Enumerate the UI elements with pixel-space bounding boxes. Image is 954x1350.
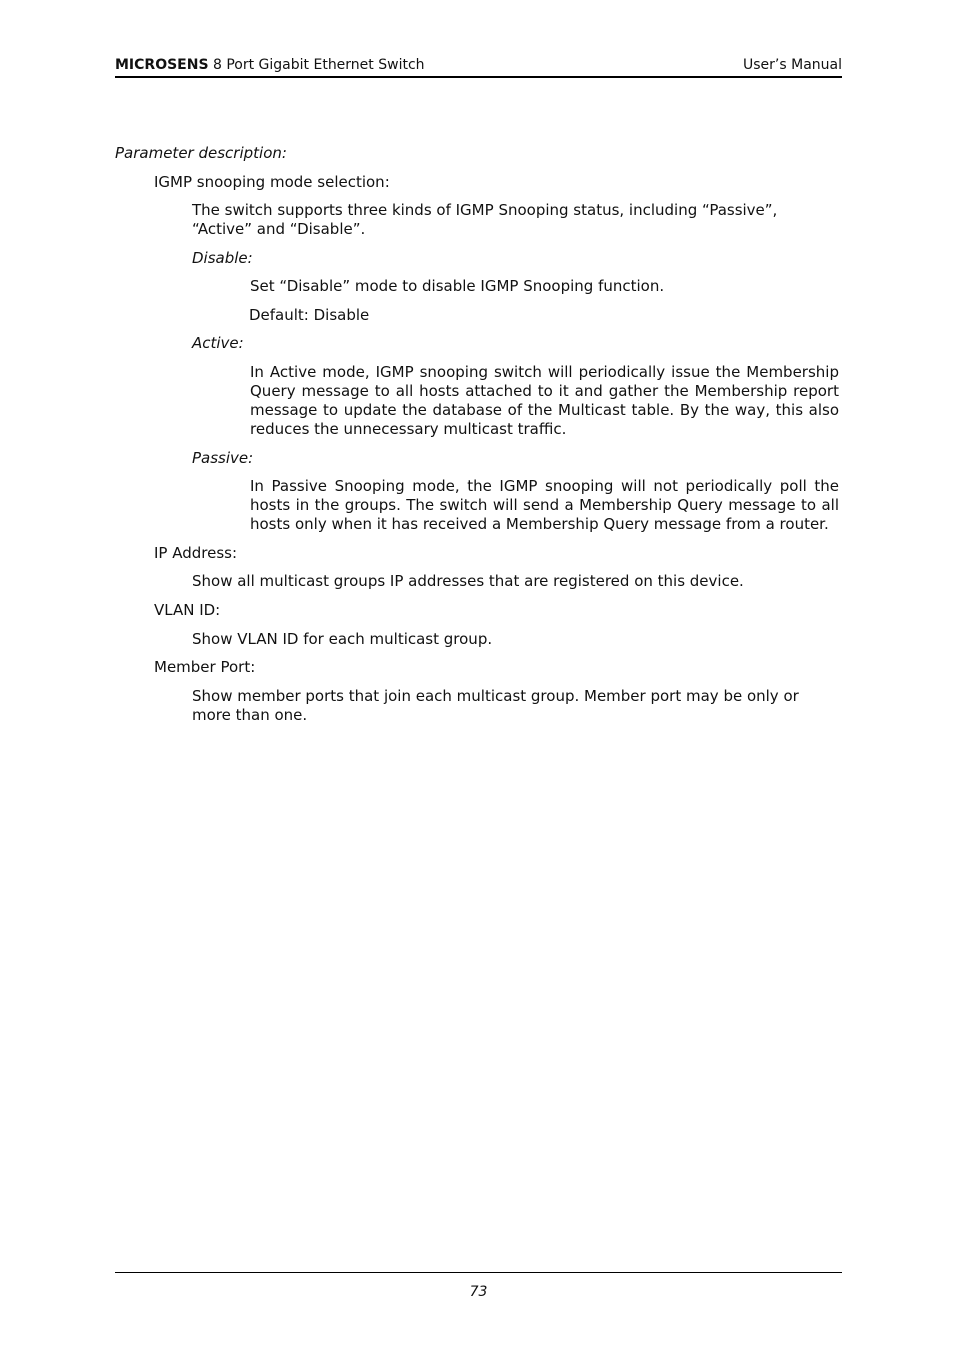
ip-address-label: IP Address: <box>154 544 238 562</box>
active-description: In Active mode, IGMP snooping switch will periodically issue the Membership Query message to all hosts attached to it and gather the Membership report message to update the database of the Multicast table. By the way, this also reduces the unnecessary multicast traffic. <box>250 363 839 438</box>
page-number: 73 <box>469 1284 488 1300</box>
disable-description: Set “Disable” mode to disable IGMP Snooping function. <box>250 277 665 295</box>
product-name: 8 Port Gigabit Ethernet Switch <box>208 57 425 73</box>
member-port-label: Member Port: <box>154 658 256 676</box>
disable-label: Disable: <box>192 249 253 267</box>
igmp-mode-intro-line2: “Active” and “Disable”. <box>192 220 366 238</box>
section-heading: Parameter description: <box>115 144 287 162</box>
header-product-title <box>115 57 425 73</box>
igmp-mode-label: IGMP snooping mode selection: <box>154 173 390 191</box>
member-port-description: Show member ports that join each multicast group. Member port may be only or more than one. <box>192 687 799 724</box>
vlan-id-label: VLAN ID: <box>154 601 221 619</box>
disable-default: Default: Disable <box>249 306 370 324</box>
active-label: Active: <box>192 334 244 352</box>
passive-description: In Passive Snooping mode, the IGMP snooping will not periodically poll the hosts in the groups. The switch will send a Membership Query message to all hosts only when it has received a Membership Query message from a router. <box>250 477 839 533</box>
header-manual-label: User’s Manual <box>743 57 842 73</box>
brand-name: MICROSENS <box>115 57 209 73</box>
header-divider <box>115 76 842 78</box>
footer-divider <box>115 1272 842 1273</box>
ip-address-description: Show all multicast groups IP addresses that are registered on this device. <box>192 572 744 590</box>
vlan-id-description: Show VLAN ID for each multicast group. <box>192 630 493 648</box>
passive-label: Passive: <box>192 449 254 467</box>
igmp-mode-intro-line1: The switch supports three kinds of IGMP Snooping status, including “Passive”, <box>192 201 778 219</box>
